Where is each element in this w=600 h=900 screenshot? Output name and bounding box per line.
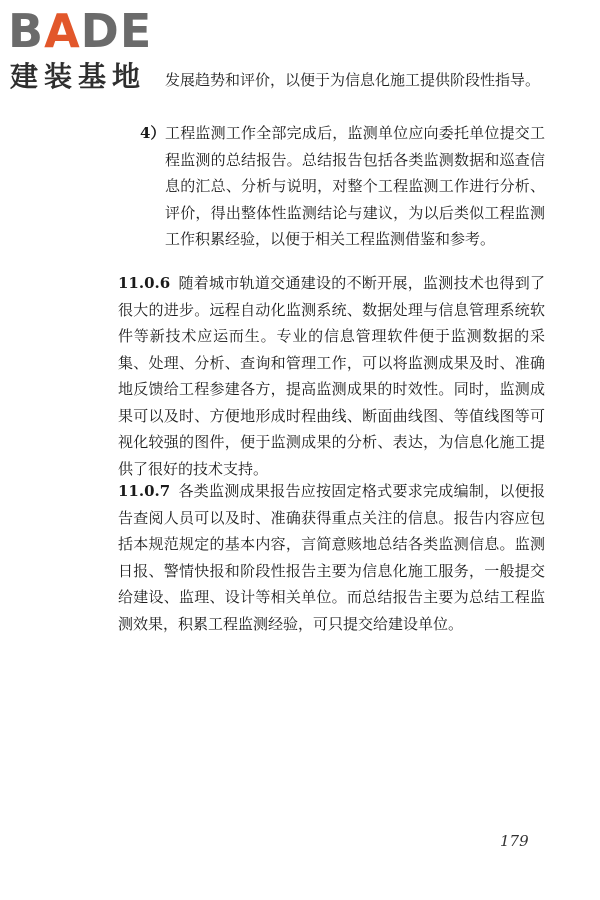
list-item-4 xyxy=(140,120,545,253)
list-item-4-text: 工程监测工作全部完成后，监测单位应向委托单位提交工程监测的总结报告。总结报告包括各类监测数据和巡查信息的汇总、分析与说明，对整个工程监测工作进行分析、评价，得出整体性监测结论与建议，为以后类似工程监测工作积累经验，以便于相关工程监测借鉴和参考。 xyxy=(165,124,545,248)
clause-11-0-7-number: 11.0.7 xyxy=(118,482,171,500)
logo-subtitle: 建装基地 xyxy=(10,60,147,93)
brand-logo xyxy=(8,6,183,96)
page-number: 179 xyxy=(500,832,529,850)
logo-accent-letter: A xyxy=(44,4,81,58)
clause-11-0-6 xyxy=(118,270,545,482)
list-item-3-continuation: 发展趋势和评价，以便于为信息化施工提供阶段性指导。 xyxy=(165,71,541,89)
clause-11-0-7-text: 各类监测成果报告应按固定格式要求完成编制，以便报告查阅人员可以及时、准确获得重点关注的信息。报告内容应包括本规范规定的基本内容，言简意赅地总结各类监测信息。监测日报、警情快报和阶段性报告主要为信息化施工服务，一般提交给建设、监理、设计等相关单位。而总结报告主要为总结工程监测效果，积累工程监测经验，可只提交给建设单位。 xyxy=(118,482,545,633)
clause-11-0-7 xyxy=(118,478,545,637)
list-item-4-number: 4） xyxy=(140,124,166,142)
clause-11-0-6-number: 11.0.6 xyxy=(118,274,171,292)
clause-11-0-6-text: 随着城市轨道交通建设的不断开展，监测技术也得到了很大的进步。远程自动化监测系统、数据处理与信息管理系统软件等新技术应运而生。专业的信息管理软件便于监测数据的采集、处理、分析、查询和管理工作，可以将监测成果及时、准确地反馈给工程参建各方，提高监测成果的时效性。同时，监测成果可以及时、方便地形成时程曲线、断面曲线图、等值线图等可视化较强的图件，便于监测成果的分析、表达，为信息化施工提供了很好的技术支持。 xyxy=(118,274,545,478)
logo-wordmark: BADE xyxy=(8,4,153,58)
